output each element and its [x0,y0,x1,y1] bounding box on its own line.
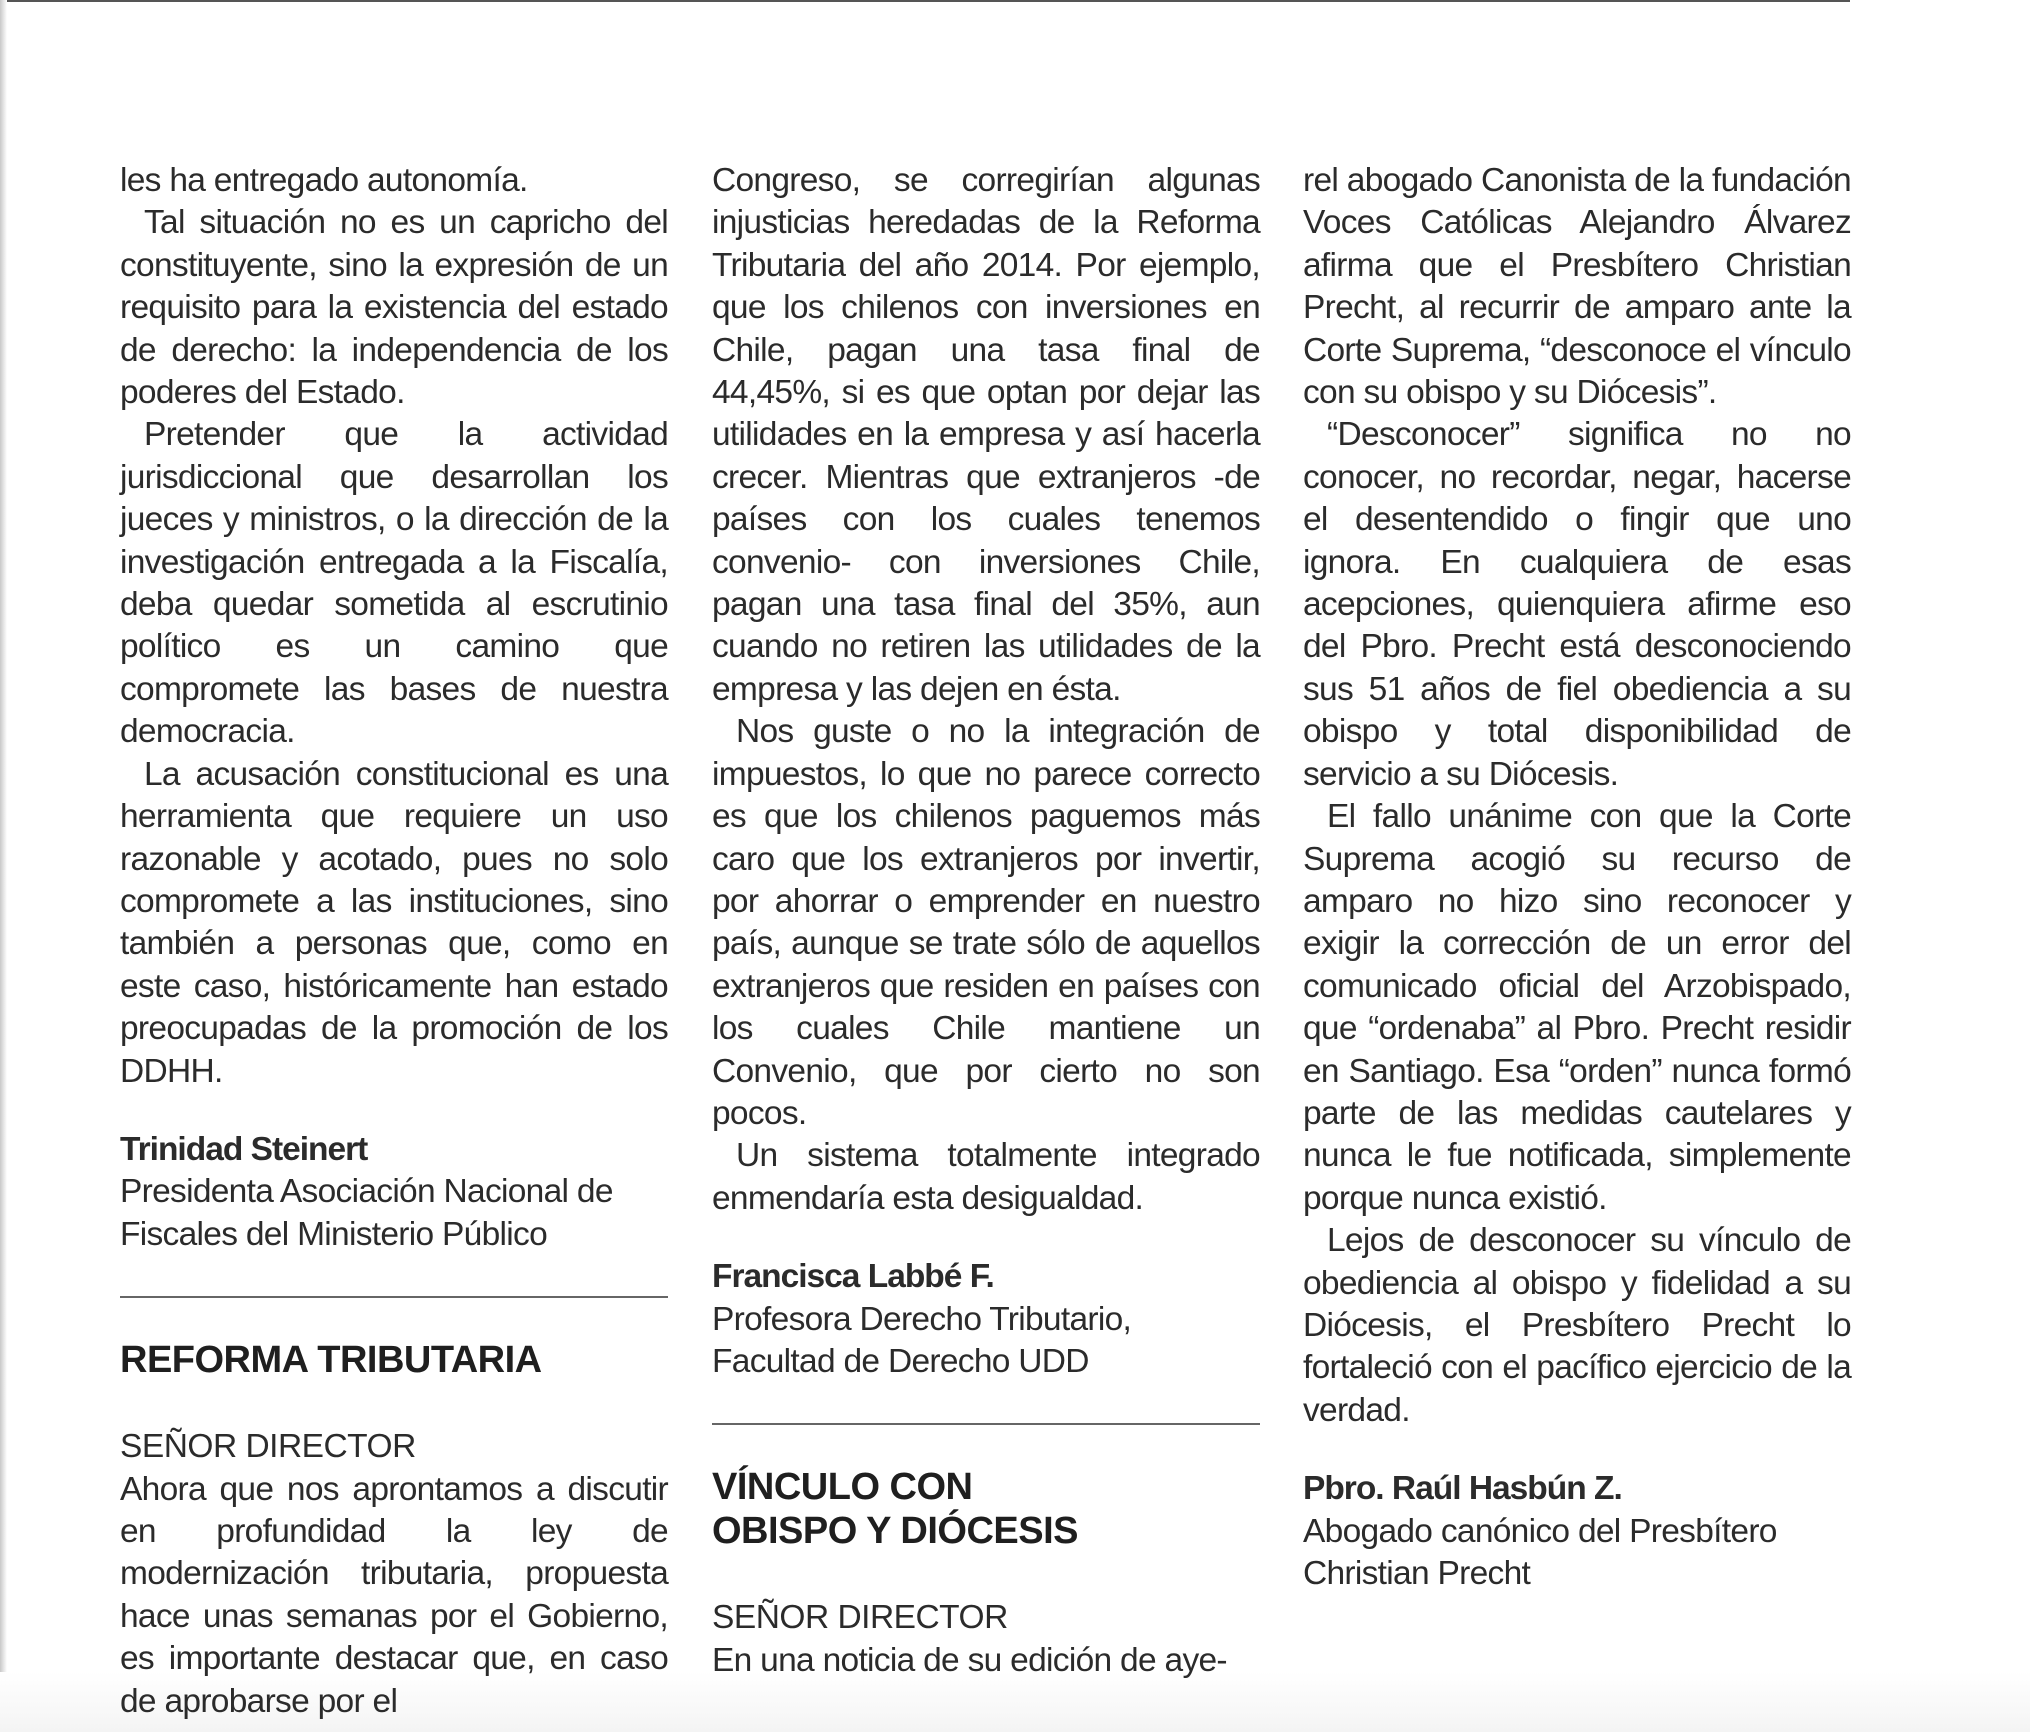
column-1 [120,160,668,1723]
letter-paragraph: rel abogado Canonista de la fundación Voces Católicas Alejandro Álvarez afirma que el Presbítero Christian Precht, al recurrir de amparo ante la Corte Suprema, “desconoce el vínculo con su obispo y su Diócesis”. [1303,162,1851,412]
letter-paragraph: Tal situación no es un capricho del constituyente, sino la expresión de un requisito para la existencia del estado de derecho: la independencia de los poderes del Estado. [120,204,668,412]
letter-paragraph: Un sistema totalmente integrado enmendaría esta desigualdad. [712,1137,1260,1217]
signature-role: Abogado canónico del Presbítero Christian Precht [1303,1512,1777,1592]
section-title [712,1465,1260,1553]
signature-name: Pbro. Raúl Hasbún Z. [1303,1470,1622,1508]
top-rule [0,0,1850,2]
section-title: REFORMA TRIBUTARIA [120,1339,542,1382]
letter-paragraph: les ha entregado autonomía. [120,162,528,199]
section-title-line: OBISPO Y DIÓCESIS [712,1510,1078,1553]
salutation: SEÑOR DIRECTOR [712,1599,1008,1637]
letter-paragraph: La acusación constitucional es una herramienta que requiere un uso razonable y acotado, pues no solo compromete a las instituciones, sino también a personas que, como en este caso, históricamente han estado preocupadas de la promoción de los DDHH. [120,755,668,1090]
column-3 [1303,160,1851,1595]
letter-paragraph: Lejos de desconocer su vínculo de obediencia al obispo y fidelidad a su Diócesis, el Presbítero Precht lo fortaleció con el pacífico ejercicio de la verdad. [1303,1222,1851,1429]
salutation: SEÑOR DIRECTOR [120,1428,416,1466]
signature-role: Profesora Derecho Tributario, Facultad de Derecho UDD [712,1300,1132,1380]
section-divider [120,1296,668,1298]
section-title-line: VÍNCULO CON [712,1466,973,1509]
section-divider [712,1423,1260,1425]
letter-paragraph: Congreso, se corregirían algunas injusticias heredadas de la Reforma Tributaria del año 2014. Por ejemplo, que los chilenos con inversiones en Chile, pagan una tasa final de 44,45%, si es que optan por dejar las utilidades en la empresa y así hacerla crecer. Mientras que extranjeros -de países con los cuales tenemos convenio- con inversiones Chile, pagan una tasa final del 35%, aun cuando no retiren las utilidades de la empresa y las dejen en ésta. [712,162,1260,708]
signature-name: Trinidad Steinert [120,1130,368,1168]
letter-paragraph: “Desconocer” significa no no conocer, no recordar, negar, hacerse el desentendido o fingir que uno ignora. En cualquiera de esas acepciones, quienquiera afirme eso del Pbro. Precht está desconociendo sus 51 años de fiel obediencia a su obispo y total disponibilidad de servicio a su Diócesis. [1303,416,1851,793]
letter-paragraph: Pretender que la actividad jurisdiccional que desarrollan los jueces y ministros, o la dirección de la investigación entregada a la Fiscalía, deba quedar sometida al escrutinio político es un camino que compromete las bases de nuestra democracia. [120,416,668,751]
letter-paragraph: Ahora que nos aprontamos a discutir en profundidad la ley de modernización tributaria, propuesta hace unas semanas por el Gobierno, es importante destacar que, en caso de aprobarse por el [120,1470,668,1720]
letter-paragraph: Nos guste o no la integración de impuestos, lo que no parece correcto es que los chilenos paguemos más caro que los extranjeros por invertir, por ahorrar o emprender en nuestro país, aunque se trate sólo de aquellos extranjeros que residen en países con los cuales Chile mantiene un Convenio, que por cierto no son pocos. [712,713,1260,1132]
page-edge-shadow [0,0,7,1732]
signature-name: Francisca Labbé F. [712,1258,994,1296]
letter-paragraph: En una noticia de su edición de aye- [712,1641,1227,1679]
letter-paragraph: El fallo unánime con que la Corte Suprema acogió su recurso de amparo no hizo sino reconocer y exigir la corrección de un error del comunicado oficial del Arzobispado, que “ordenaba” al Pbro. Precht residir en Santiago. Esa “orden” nunca formó parte de las medidas cautelares y nunca le fue notificada, simplemente porque nunca existió. [1303,798,1851,1217]
signature-role: Presidenta Asociación Nacional de Fiscales del Ministerio Público [120,1173,613,1253]
column-2 [712,160,1260,1682]
